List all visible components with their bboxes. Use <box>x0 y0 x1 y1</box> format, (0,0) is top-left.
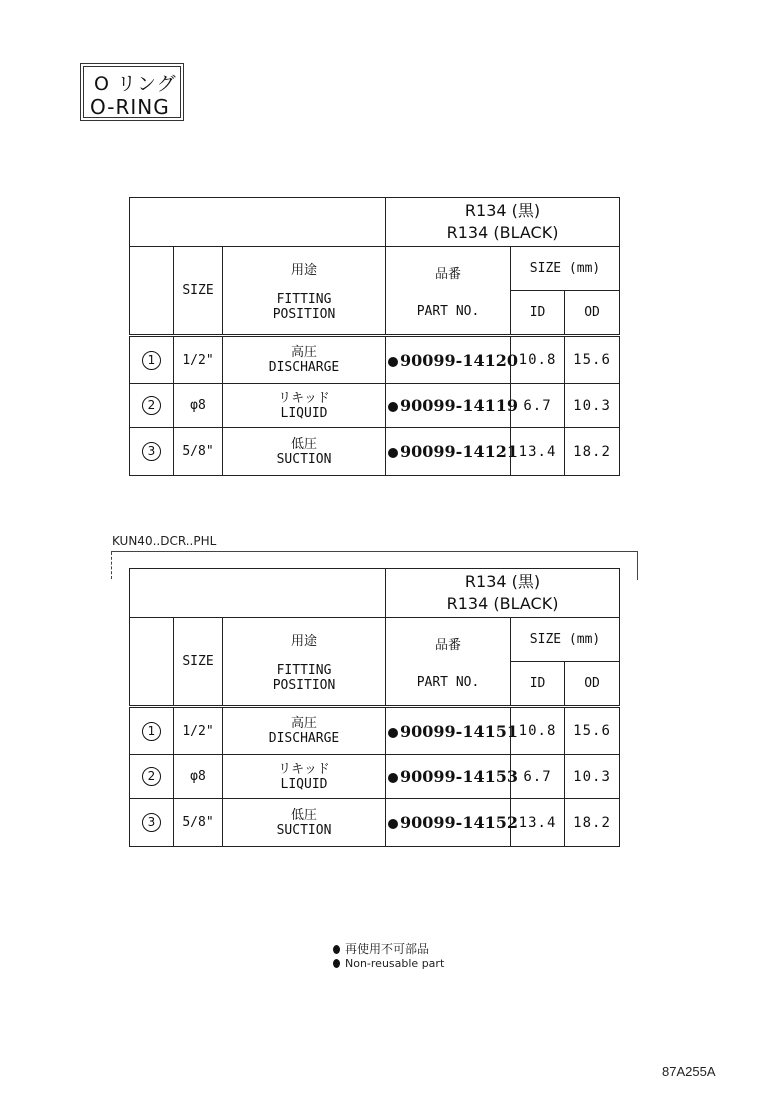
size-cell: φ8 <box>174 384 223 428</box>
item-number: 3 <box>142 813 161 832</box>
position-en: DISCHARGE <box>268 731 340 746</box>
applicability-bracket-left <box>111 552 113 579</box>
non-reusable-icon <box>388 357 398 367</box>
part-en: PART NO. <box>416 674 480 690</box>
part-number: 90099-14120 <box>400 350 518 370</box>
item-number-cell <box>130 384 174 428</box>
part-en: PART NO. <box>416 303 480 319</box>
table-row <box>130 618 620 662</box>
title-en: O-RING <box>90 95 170 119</box>
position-jp: 低圧 <box>291 436 318 452</box>
part-number-cell <box>386 707 518 755</box>
od-value: 18.2 <box>565 428 620 476</box>
refrigerant-header <box>386 198 620 247</box>
table-row <box>130 799 620 847</box>
part-number-cell <box>386 799 518 847</box>
id-value: 13.4 <box>511 428 565 476</box>
table-row <box>130 569 620 618</box>
position-jp: 高圧 <box>291 345 318 360</box>
position-cell <box>223 707 386 755</box>
fitting-header <box>223 247 386 336</box>
table-row <box>130 707 620 755</box>
item-number-cell <box>130 336 174 384</box>
model-applicability-label: KUN40..DCR..PHL <box>112 534 217 548</box>
refrigerant-jp: R134 (黒) <box>464 201 541 220</box>
table-row <box>130 384 620 428</box>
position-jp: リキッド <box>278 390 330 406</box>
applicability-bracket-right <box>637 551 638 580</box>
legend-en-text: Non-reusable part <box>345 957 445 970</box>
legend-dot-icon <box>333 959 340 968</box>
position-cell <box>223 755 386 799</box>
table-row <box>130 755 620 799</box>
refrigerant-jp: R134 (黒) <box>464 572 541 591</box>
size-mm-header: SIZE (mm) <box>511 618 620 662</box>
item-number: 2 <box>142 396 161 415</box>
table-row <box>130 336 620 384</box>
position-cell <box>223 384 386 428</box>
part-jp: 品番 <box>435 266 462 282</box>
refrigerant-en: R134 (BLACK) <box>446 594 559 613</box>
id-value: 6.7 <box>511 384 565 428</box>
title-box-inner <box>83 66 181 118</box>
position-jp: リキッド <box>278 761 330 777</box>
legend-jp-text: 再使用不可部品 <box>345 942 430 956</box>
position-en: SUCTION <box>276 451 332 467</box>
id-header: ID <box>511 662 565 707</box>
part-number: 90099-14121 <box>400 442 518 461</box>
id-value: 6.7 <box>511 755 565 799</box>
non-reusable-icon <box>388 448 398 458</box>
position-en: DISCHARGE <box>268 360 340 375</box>
od-value: 10.3 <box>565 755 620 799</box>
blank-header-cell <box>130 569 386 618</box>
part-header <box>386 247 511 336</box>
title-jp: O リング <box>94 73 177 95</box>
part-number-cell <box>386 428 518 476</box>
no-header <box>130 247 174 336</box>
fitting-jp: 用途 <box>291 634 318 649</box>
od-value: 18.2 <box>565 799 620 847</box>
parts-table-1 <box>129 197 620 476</box>
non-reusable-icon <box>388 819 398 829</box>
position-jp: 低圧 <box>291 807 318 823</box>
part-number: 90099-14153 <box>400 767 518 786</box>
od-header: OD <box>565 291 620 336</box>
od-value: 15.6 <box>565 336 620 384</box>
position-en: LIQUID <box>280 776 328 792</box>
title-box <box>80 63 184 121</box>
part-header <box>386 618 511 707</box>
refrigerant-en: R134 (BLACK) <box>446 223 559 242</box>
id-value: 13.4 <box>511 799 565 847</box>
id-value: 10.8 <box>511 707 565 755</box>
item-number: 1 <box>142 351 161 370</box>
position-jp: 高圧 <box>291 716 318 731</box>
non-reusable-icon <box>388 773 398 783</box>
table-row <box>130 247 620 291</box>
legend-dot-icon <box>333 945 340 954</box>
part-number-cell <box>386 336 518 384</box>
no-header <box>130 618 174 707</box>
part-jp: 品番 <box>435 637 462 653</box>
position-cell <box>223 428 386 476</box>
applicability-bracket-top <box>111 551 638 552</box>
table-row <box>130 198 620 247</box>
legend-en <box>333 957 444 970</box>
id-header: ID <box>511 291 565 336</box>
size-cell: 5/8" <box>174 799 223 847</box>
position-cell <box>223 336 386 384</box>
part-number-cell <box>386 755 518 799</box>
size-mm-header: SIZE (mm) <box>511 247 620 291</box>
item-number-cell <box>130 707 174 755</box>
legend-jp <box>333 940 429 957</box>
fitting-en-1: FITTING <box>276 292 332 307</box>
parts-table-2 <box>129 568 620 847</box>
size-cell: 5/8" <box>174 428 223 476</box>
id-value: 10.8 <box>511 336 565 384</box>
position-en: SUCTION <box>276 822 332 838</box>
fitting-header <box>223 618 386 707</box>
table-row <box>130 428 620 476</box>
blank-header-cell <box>130 198 386 247</box>
item-number-cell <box>130 755 174 799</box>
part-number: 90099-14151 <box>400 721 518 741</box>
size-cell: φ8 <box>174 755 223 799</box>
fitting-en-2: POSITION <box>272 678 336 693</box>
size-cell: 1/2" <box>174 336 223 384</box>
non-reusable-icon <box>388 728 398 738</box>
part-number: 90099-14119 <box>400 396 518 415</box>
item-number: 2 <box>142 767 161 786</box>
item-number-cell <box>130 428 174 476</box>
non-reusable-icon <box>388 402 398 412</box>
item-number: 1 <box>142 722 161 741</box>
od-header: OD <box>565 662 620 707</box>
fitting-jp: 用途 <box>291 263 318 278</box>
item-number: 3 <box>142 442 161 461</box>
size-header: SIZE <box>174 247 223 336</box>
position-en: LIQUID <box>280 405 328 421</box>
part-number: 90099-14152 <box>400 813 518 832</box>
od-value: 10.3 <box>565 384 620 428</box>
item-number-cell <box>130 799 174 847</box>
refrigerant-header <box>386 569 620 618</box>
size-header: SIZE <box>174 618 223 707</box>
position-cell <box>223 799 386 847</box>
size-cell: 1/2" <box>174 707 223 755</box>
od-value: 15.6 <box>565 707 620 755</box>
diagram-code: 87A255A <box>662 1064 716 1079</box>
fitting-en-1: FITTING <box>276 663 332 678</box>
part-number-cell <box>386 384 518 428</box>
fitting-en-2: POSITION <box>272 307 336 322</box>
